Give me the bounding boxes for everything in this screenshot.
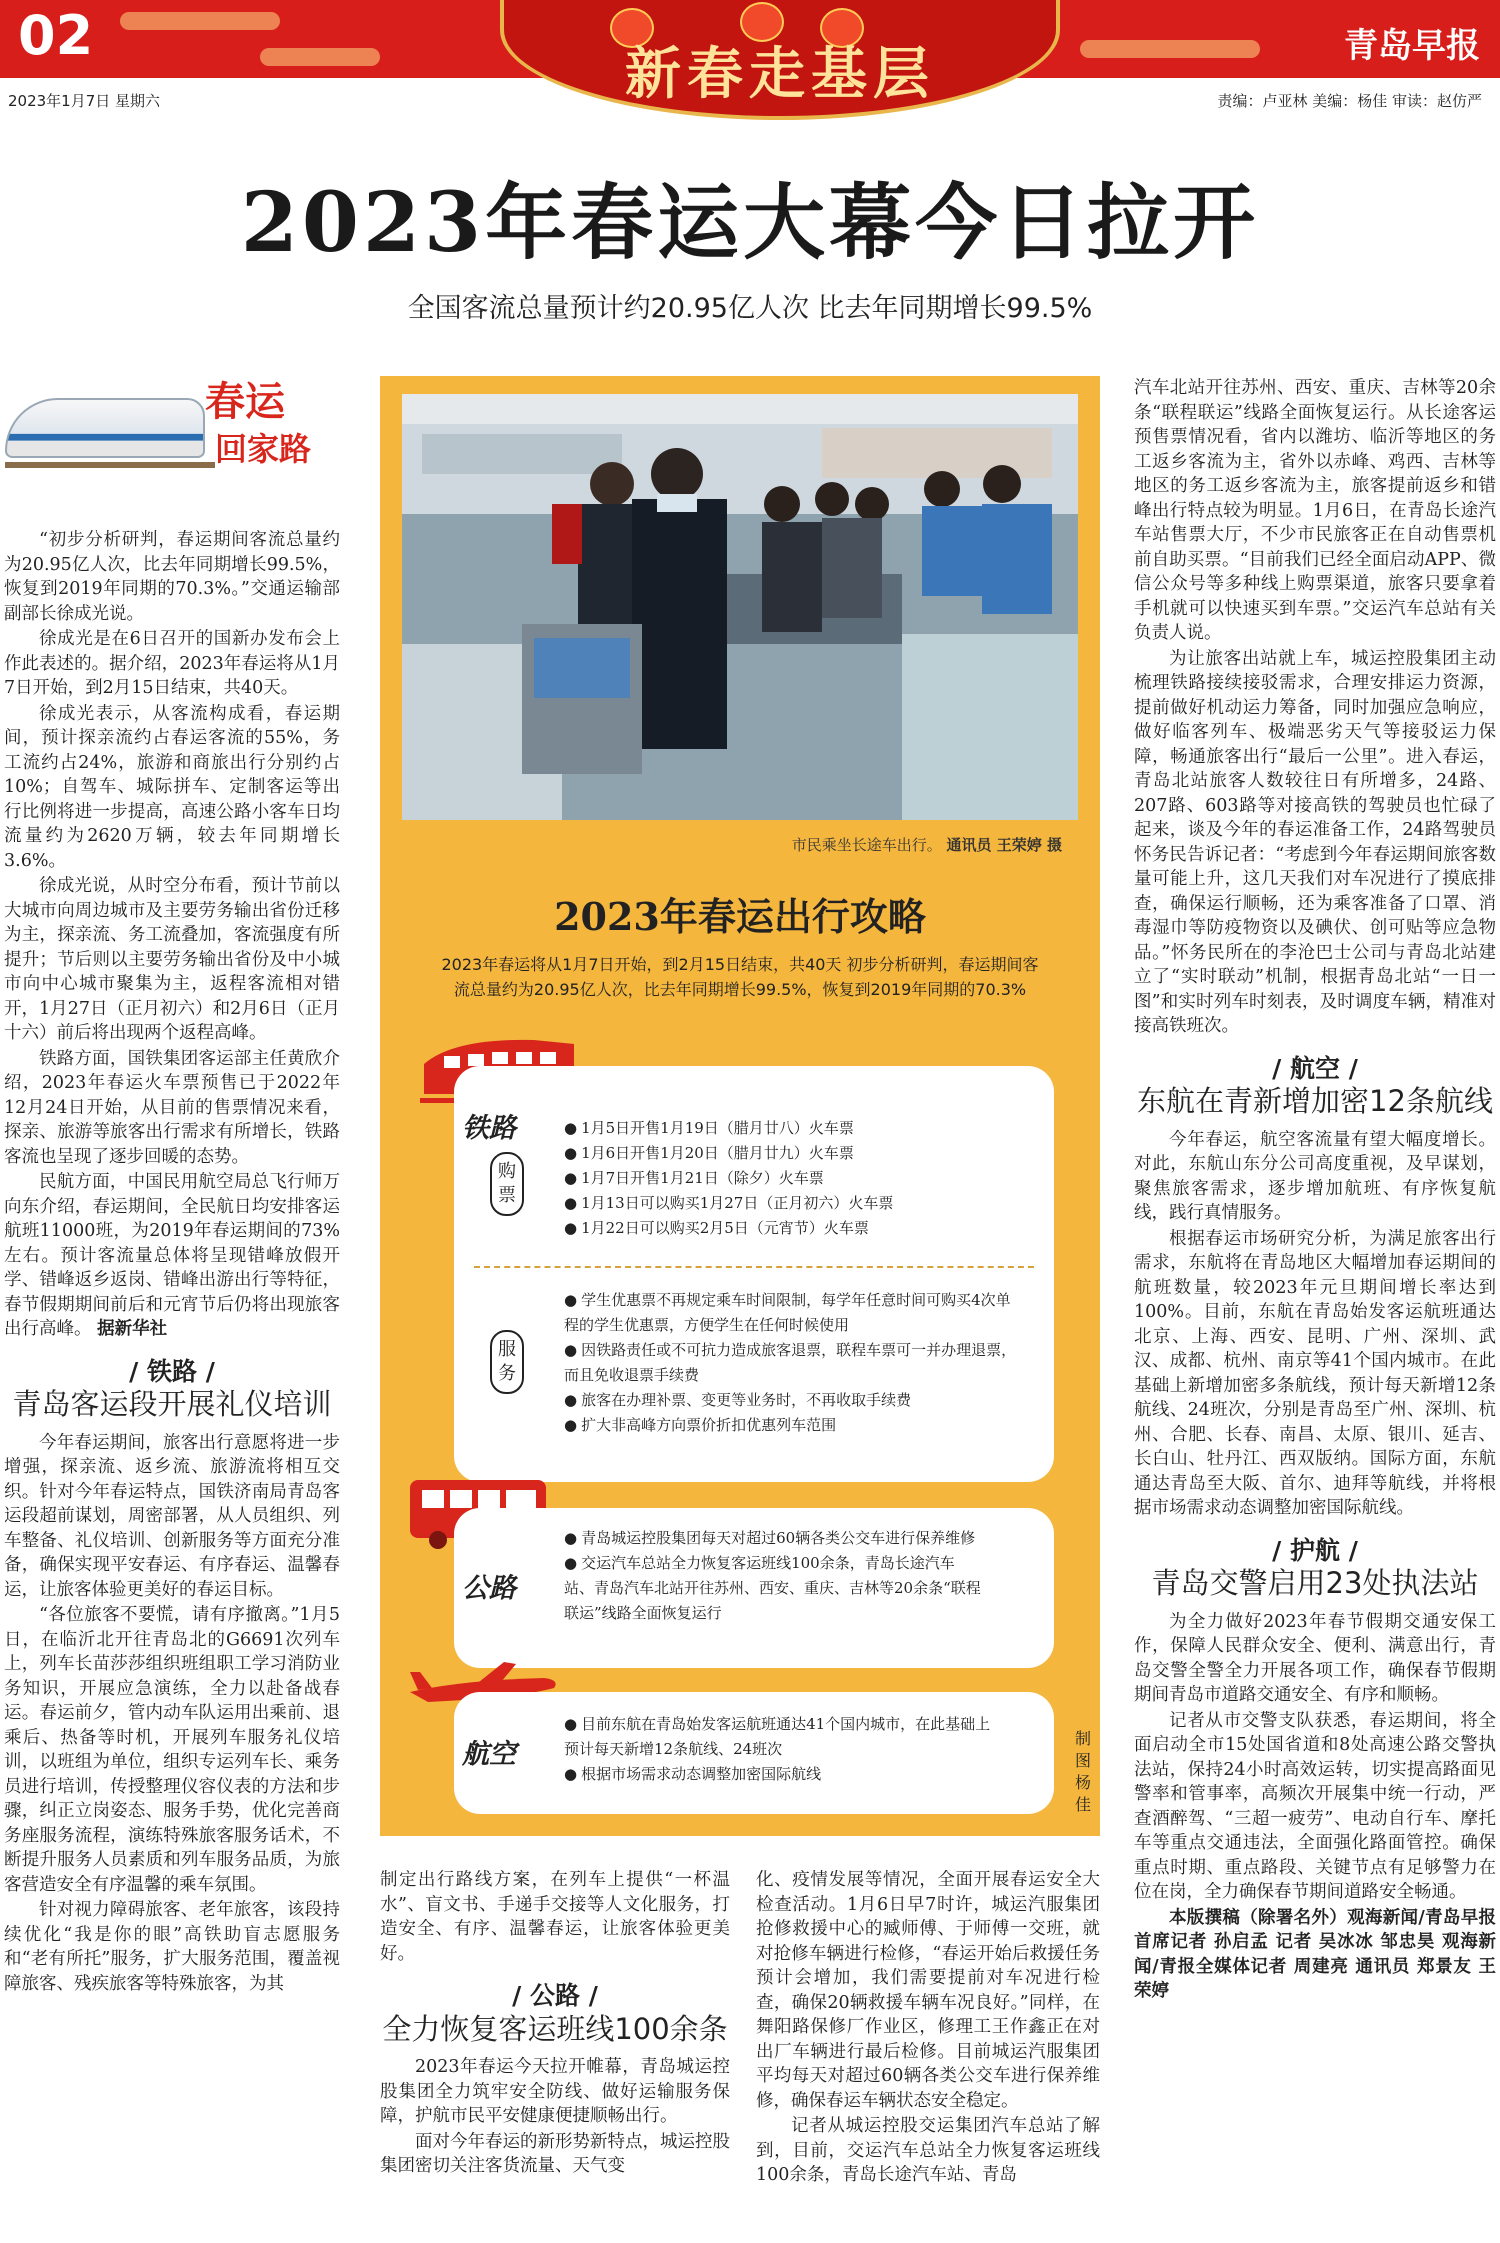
article-paragraph: 面对今年春运的新形势新特点，城运控股集团密切关注客货流量、天气变 [380, 2131, 730, 2176]
graphic-credit: 制图 杨佳 [1074, 1729, 1091, 1814]
article-paragraph: 记者从市交警支队获悉，春运期间，将全面启动全市15处国省道和8处高速公路交警执法站，保持24小时高效运转，切实提高路面见警率和管事率，高频次开展集中统一行动，严查酒醉驾、“三超一疲劳”、电动自行车、摩托车等重点交通违法，全面强化路面管控。确保重点时期、重点路段、关键节点有足够警力在位在岗，全力确保春节期间道路安全畅通。 [1134, 1710, 1496, 1902]
logo-text-line1: 春运 [205, 378, 285, 425]
date-line: 2023年1月7日 星期六 [8, 92, 161, 110]
article-paragraph: 铁路方面，国铁集团客运部主任黄欣介绍，2023年春运火车票预售已于2022年12月24日开始，从目前的售票情况来看，探亲、旅游等旅客出行需求有所增长，铁路客流也呈现了逐步回暖的态势。 [4, 1048, 340, 1167]
article-paragraph: 制定出行路线方案，在列车上提供“一杯温水”、盲文书、手递手交接等人文化服务，打造安全、有序、温馨春运，让旅客体验更美好。 [380, 1870, 730, 1964]
service-list [564, 1288, 1024, 1438]
list-item: ● 学生优惠票不再规定乘车时间限制，每学年任意时间可购买4次单程的学生优惠票，方便学生在任何时候使用 [564, 1288, 1024, 1338]
list-item: ● 扩大非高峰方向票价折扣优惠列车范围 [564, 1413, 1024, 1438]
air-label: 航空 [462, 1739, 516, 1770]
section-tag-air: / 航空 / [1272, 1053, 1358, 1083]
article-paragraph: 徐成光是在6日召开的国新办发布会上作此表述的。据介绍，2023年春运将从1月7日开始，到2月15日结束，共40天。 [4, 629, 340, 698]
article-paragraph: “各位旅客不要慌，请有序撤离。”1月5日，在临沂北开往青岛北的G6691次列车上，列车长苗莎莎组织班组职工学习消防业务知识，开展应急演练，全力以赴备战春运。春运前夕，管内动车队运用出乘前、退乘后、热备等时机，开展列车服务礼仪培训，以班组为单位，组织专运列车长、乘务员进行培训，传授整理仪容仪表的方法和步骤，纠正立岗姿态、服务手势，优化完善商务座服务流程，演练特殊旅客服务话术，不断提升服务人员素质和列车服务品质，为旅客营造安全有序温馨的乘车氛围。 [4, 1605, 340, 1895]
list-item: ● 旅客在办理补票、变更等业务时，不再收取手续费 [564, 1388, 1024, 1413]
list-item: ● 1月6日开售1月20日（腊月廿九）火车票 [564, 1141, 1034, 1166]
article-paragraph: 为全力做好2023年春节假期交通安保工作，保障人民群众安全、便利、满意出行，青岛交警全警全力开展各项工作，确保春节假期期间青岛市道路交通安全、有序和顺畅。 [1134, 1611, 1496, 1705]
panel-divider [474, 1266, 1034, 1268]
middle-column-a [380, 1868, 730, 2180]
road-panel [454, 1508, 1054, 1668]
article-paragraph: 徐成光说，从时空分布看，预计节前以大城市向周边城市及主要劳务输出省份迁移为主，探亲流、务工流叠加，客流强度有所提升；节后则以主要劳务输出省份及中小城市向中心城市聚集为主，返程客流相对错开，1月27日（正月初六）和2月6日（正月十六）前后将出现两个返程高峰。 [4, 876, 340, 1043]
section-title-road: 全力恢复客运班线100余条 [382, 2011, 728, 2046]
list-item: ● 目前东航在青岛始发客运航班通达41个国内城市，在此基础上预计每天新增12条航线、24班次 [564, 1712, 1004, 1762]
photo-caption [402, 834, 1078, 855]
air-panel [454, 1692, 1054, 1814]
article-paragraph: 今年春运期间，旅客出行意愿将进一步增强，探亲流、返乡流、旅游流将相互交织。针对今年春运特点，国铁济南局青岛客运段超前谋划，周密部署，从人员组织、列车整备、礼仪培训、创新服务等方面充分准备，确保实现平安春运、有序春运、温馨春运，让旅客体验更美好的春运目标。 [4, 1432, 340, 1600]
editor-credits: 责编：卢亚林 美编：杨佳 审读：赵仿严 [1217, 92, 1482, 110]
station-photo-illustration [402, 394, 1078, 820]
page-number: 02 [18, 4, 94, 67]
road-label: 公路 [462, 1573, 516, 1604]
section-tag-road: / 公路 / [512, 1981, 598, 2010]
right-column [1134, 376, 1496, 2005]
article-paragraph: 汽车北站开往苏州、西安、重庆、吉林等20余条“联程联运”线路全面恢复运行。从长途客运预售票情况看，省内以潍坊、临沂等地区的务工返乡客流为主，省外以赤峰、鸡西、吉林等地区的务工返乡客流为主，旅客提前返乡和错峰出行特点较为明显。1月6日，在青岛长途汽车站售票大厅，不少市民旅客正在自动售票机前自助买票。“目前我们已经全面启动APP、微信公众号等多种线上购票渠道，旅客只要拿着手机就可以快速买到车票。”交运汽车总站有关负责人说。 [1134, 378, 1496, 643]
page-headline: 2023年春运大幕今日拉开 [240, 175, 1260, 271]
travel-guide-feature [380, 376, 1100, 1836]
article-paragraph: 针对视力障碍旅客、老年旅客，该段持续优化“我是你的眼”高铁助盲志愿服务和“老有所托”服务，扩大服务范围，覆盖视障旅客、残疾旅客等特殊旅客，为其 [4, 1900, 340, 1994]
left-column [4, 528, 340, 1997]
station-photo [402, 394, 1078, 820]
reporter-byline: 本版撰稿（除署名外）观海新闻/青岛早报首席记者 孙启孟 记者 吴冰冰 邹忠昊 观海新闻/青报全媒体记者 周建亮 通讯员 郑景友 王荣婷 [1134, 1907, 1496, 2001]
list-item: ● 根据市场需求动态调整加密国际航线 [564, 1762, 1004, 1787]
guide-intro: 2023年春运将从1月7日开始，到2月15日结束，共40天 初步分析研判，春运期间客流总量约为20.95亿人次，比去年同期增长99.5%，恢复到2019年同期的70.3% [441, 955, 1039, 999]
paper-logo: 青岛早报 [1344, 26, 1480, 66]
rail-panel [454, 1066, 1054, 1482]
train-icon [5, 398, 205, 458]
guide-title: 2023年春运出行攻略 [554, 894, 926, 939]
list-item: ● 1月13日可以购买1月27日（正月初六）火车票 [564, 1191, 1034, 1216]
list-item: ● 交运汽车总站全力恢复客运班线100余条，青岛长途汽车站、青岛汽车北站开往苏州、西安、重庆、吉林等20余条“联程联运”线路全面恢复运行 [564, 1551, 984, 1626]
air-list [564, 1712, 1004, 1787]
cloud-ornament [1080, 40, 1260, 58]
list-item: ● 1月22日可以购买2月5日（元宵节）火车票 [564, 1216, 1034, 1241]
list-item: ● 因铁路责任或不可抗力造成旅客退票，联程车票可一并办理退票，而且免收退票手续费 [564, 1338, 1024, 1388]
article-paragraph: 今年春运，航空客流量有望大幅度增长。对此，东航山东分公司高度重视，及早谋划，聚焦旅客需求，逐步增加航班、有序恢复航线，践行真情服务。 [1134, 1129, 1496, 1223]
rail-track [5, 462, 215, 468]
article-text: 民航方面，中国民用航空局总飞行师万向东介绍，春运期间，全民航日均安排客运航班11000班，为2019年春运期间的73%左右。预计客流量总体将呈现错峰放假开学、错峰返乡返岗、错峰出游出行等特征，春节假期期间前后和元宵节后仍将出现旅客出行高峰。 [4, 1172, 340, 1339]
column-title: 新春走基层 [625, 41, 935, 107]
section-title-police: 青岛交警启用23处执法站 [1151, 1566, 1479, 1600]
list-item: ● 1月7日开售1月21日（除夕）火车票 [564, 1166, 1034, 1191]
section-tag-police: / 护航 / [1272, 1535, 1358, 1565]
list-item: ● 1月5日开售1月19日（腊月廿八）火车票 [564, 1116, 1034, 1141]
article-paragraph: 化、疫情发展等情况，全面开展春运安全大检查活动。1月6日早7时许，城运汽服集团抢修救援中心的臧师傅、于师傅一交班，就对抢修车辆进行检修，“春运开始后救援任务预计会增加，我们需要提前对车况进行检查，确保20辆救援车辆车况良好。”同样，在舞阳路保修厂作业区，修理工王作鑫正在对出厂车辆进行最后检修。目前城运汽服集团平均每天对超过60辆各类公交车进行保养维修，确保春运车辆状态安全稳定。 [756, 1870, 1100, 2111]
cloud-ornament [120, 12, 280, 30]
article-paragraph: 徐成光表示，从客流构成看，春运期间，预计探亲流约占春运客流的55%，务工流约占24%，旅游和商旅出行分别约占10%；自驾车、城际拼车、定制客运等出行比例将进一步提高，高速公路小客车日均流量约为2620万辆，较去年同期增长3.6%。 [4, 703, 340, 871]
article-paragraph: 2023年春运今天拉开帷幕，青岛城运控股集团全力筑牢安全防线、做好运输服务保障，护航市民平安健康便捷顺畅出行。 [380, 2057, 730, 2126]
spring-travel-logo [5, 368, 335, 478]
ticket-sublabel: 购票 [490, 1152, 524, 1216]
cloud-ornament [260, 48, 380, 66]
service-sublabel: 服务 [490, 1330, 524, 1394]
section-tag-rail: / 铁路 / [129, 1356, 215, 1386]
middle-column-b [756, 1868, 1100, 2189]
page-subheadline: 全国客流总量预计约20.95亿人次 比去年同期增长99.5% [407, 293, 1093, 324]
list-item: ● 青岛城运控股集团每天对超过60辆各类公交车进行保养维修 [564, 1526, 984, 1551]
section-title-air: 东航在青新增加密12条航线 [1137, 1084, 1493, 1118]
article-paragraph: 记者从城运控股交运集团汽车总站了解到，目前，交运汽车总站全力恢复客运班线100余条，青岛长途汽车站、青岛 [756, 2116, 1100, 2185]
caption-text: 市民乘坐长途车出行。 [791, 836, 942, 854]
road-list [564, 1526, 984, 1626]
caption-credit: 通讯员 王荣婷 摄 [946, 836, 1062, 854]
article-paragraph: “初步分析研判，春运期间客流总量约为20.95亿人次，比去年同期增长99.5%，恢复到2019年同期的70.3%。”交通运输部副部长徐成光说。 [4, 530, 340, 624]
section-title-rail: 青岛客运段开展礼仪培训 [12, 1387, 332, 1421]
article-paragraph [4, 1170, 340, 1342]
article-paragraph: 为让旅客出站就上车，城运控股集团主动梳理铁路接续接驳需求，合理安排运力资源，提前做好机动运力筹备，同时加强应急响应，做好临客列车、极端恶劣天气等接驳运力保障，畅通旅客出行“最后一公里”。进入春运，青岛北站旅客人数较往日有所增多，24路、207路、603路等对接高铁的驾驶员也忙碌了起来，谈及今年的春运准备工作，24路驾驶员怀务民告诉记者：“考虑到今年春运期间旅客数量可能上升，这几天我们对车况进行了摸底排查，确保运行顺畅，还为乘客准备了口罩、消毒湿巾等防疫物资以及碘伏、创可贴等应急物品。”怀务民所在的李沧巴士公司与青岛北站建立了“实时联动”机制，根据青岛北站“一日一图”和实时列车时刻表，及时调度车辆，精准对接高铁班次。 [1134, 648, 1496, 1036]
logo-text-line2: 回家路 [215, 430, 312, 468]
rail-label: 铁路 [462, 1113, 516, 1144]
ticket-list [564, 1116, 1034, 1241]
news-source: 据新华社 [97, 1319, 168, 1339]
article-paragraph: 根据春运市场研究分析，为满足旅客出行需求，东航将在青岛地区大幅增加春运期间的航班数量，较2023年元旦期间增长率达到100%。目前，东航在青岛始发客运航班通达北京、上海、西安、昆明、广州、深圳、武汉、成都、杭州、南京等41个国内城市。在此基础上新增加密多条航线，预计每天新增12条航线、24班次，分别是青岛至广州、深圳、杭州、合肥、长春、南昌、太原、银川、延吉、长白山、牡丹江、西双版纳。国际方面，东航通达青岛至大阪、首尔、迪拜等航线，并将根据市场需求动态调整加密国际航线。 [1134, 1228, 1496, 1518]
